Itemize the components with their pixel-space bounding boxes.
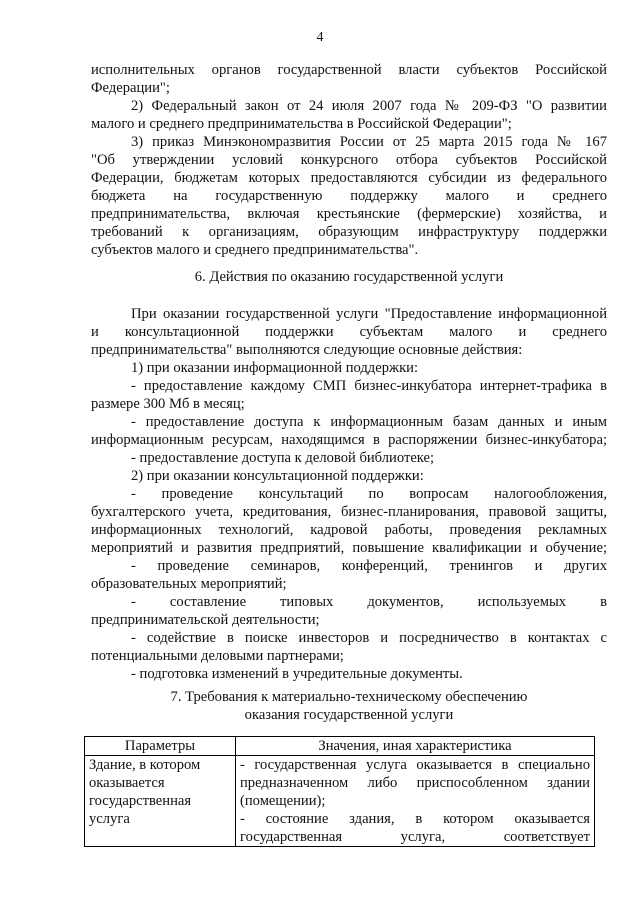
text-line: - предоставление доступа к информационным базам данных и иным	[131, 414, 607, 430]
text-line: бюджета на государственную поддержку малого и среднего	[91, 188, 607, 204]
text-line: При оказании государственной услуги "Предоставление информационной	[131, 306, 607, 322]
text-line: 2) Федеральный закон от 24 июля 2007 года № 209-ФЗ "О развитии	[131, 98, 607, 114]
text-line: - проведение консультаций по вопросам налогообложения,	[131, 486, 607, 502]
text-line: размере 300 Мб в месяц;	[91, 396, 245, 412]
text-line: предпринимательства, включая крестьянские (фермерские) хозяйства, и	[91, 206, 607, 222]
text-line: мероприятий и развития предприятий, повышение квалификации и обучение;	[91, 540, 607, 556]
value-cell	[236, 756, 595, 847]
text-line: бухгалтерского учета, кредитования, бизнес-планирования, правовой защиты,	[91, 504, 607, 520]
value-line: государственная услуга, соответствует	[240, 829, 590, 845]
text-line: Федерации";	[91, 80, 170, 96]
text-line: предпринимательской деятельности;	[91, 612, 320, 628]
value-line: - состояние здания, в котором оказывается	[240, 811, 590, 827]
text-line: потенциальными деловыми партнерами;	[91, 648, 344, 664]
table-row	[85, 756, 595, 847]
parameter-line: услуга	[89, 811, 130, 827]
text-line: - предоставление каждому СМП бизнес-инкубатора интернет-трафика в	[131, 378, 607, 394]
value-line: - государственная услуга оказывается в специально	[240, 757, 590, 773]
parameter-line: государственная	[89, 793, 192, 809]
text-line: требований к организациям, образующим инфраструктуру поддержки	[91, 224, 607, 240]
parameter-line: Здание, в котором	[89, 757, 201, 773]
section-6-title: 6. Действия по оказанию государственной услуги	[194, 269, 504, 285]
parameter-cell	[85, 756, 236, 847]
text-line: предпринимательства" выполняются следующие основные действия:	[91, 342, 523, 358]
text-line: малого и среднего предпринимательства в Российской Федерации";	[91, 116, 512, 132]
value-line: (помещении);	[240, 793, 326, 809]
value-line: предназначенном либо приспособленном здании	[240, 775, 590, 791]
text-line: 1) при оказании информационной поддержки:	[131, 360, 419, 376]
parameter-line: оказывается	[89, 775, 165, 791]
text-line: информационных технологий, кадровой работы, проведения рекламных	[91, 522, 607, 538]
text-line: - проведение семинаров, конференций, тренингов и других	[131, 558, 607, 574]
requirements-table	[84, 736, 595, 847]
section-7-title-line-2: оказания государственной услуги	[244, 707, 454, 723]
page-number: 4	[316, 30, 324, 45]
section-7-title-line-1: 7. Требования к материально-техническому обеспечению	[170, 689, 528, 705]
column-header-parameters: Параметры	[85, 737, 236, 756]
text-line: - подготовка изменений в учредительные документы.	[131, 666, 463, 682]
text-line: - предоставление доступа к деловой библиотеке;	[131, 450, 435, 466]
table-body	[85, 756, 595, 847]
text-line: информационным ресурсам, находящимся в распоряжении бизнес-инкубатора;	[91, 432, 607, 448]
text-line: исполнительных органов государственной власти субъектов Российской	[91, 62, 607, 78]
text-line: 2) при оказании консультационной поддержки:	[131, 468, 424, 484]
text-line: субъектов малого и среднего предпринимательства".	[91, 242, 419, 258]
text-line: и консультационной поддержки субъектам малого и среднего	[91, 324, 607, 340]
text-line: - содействие в поиске инвесторов и посредничество в контактах с	[131, 630, 607, 646]
table-header-row	[85, 737, 595, 756]
text-line: образовательных мероприятий;	[91, 576, 287, 592]
text-line: Федерации, бюджетам которых предоставляются субсидии из федерального	[91, 170, 607, 186]
text-line: - составление типовых документов, используемых в	[131, 594, 607, 610]
text-line: "Об утверждении условий конкурсного отбора субъектов Российской	[91, 152, 607, 168]
text-line: 3) приказ Минэкономразвития России от 25 марта 2015 года № 167	[131, 134, 607, 150]
column-header-values: Значения, иная характеристика	[236, 737, 595, 756]
